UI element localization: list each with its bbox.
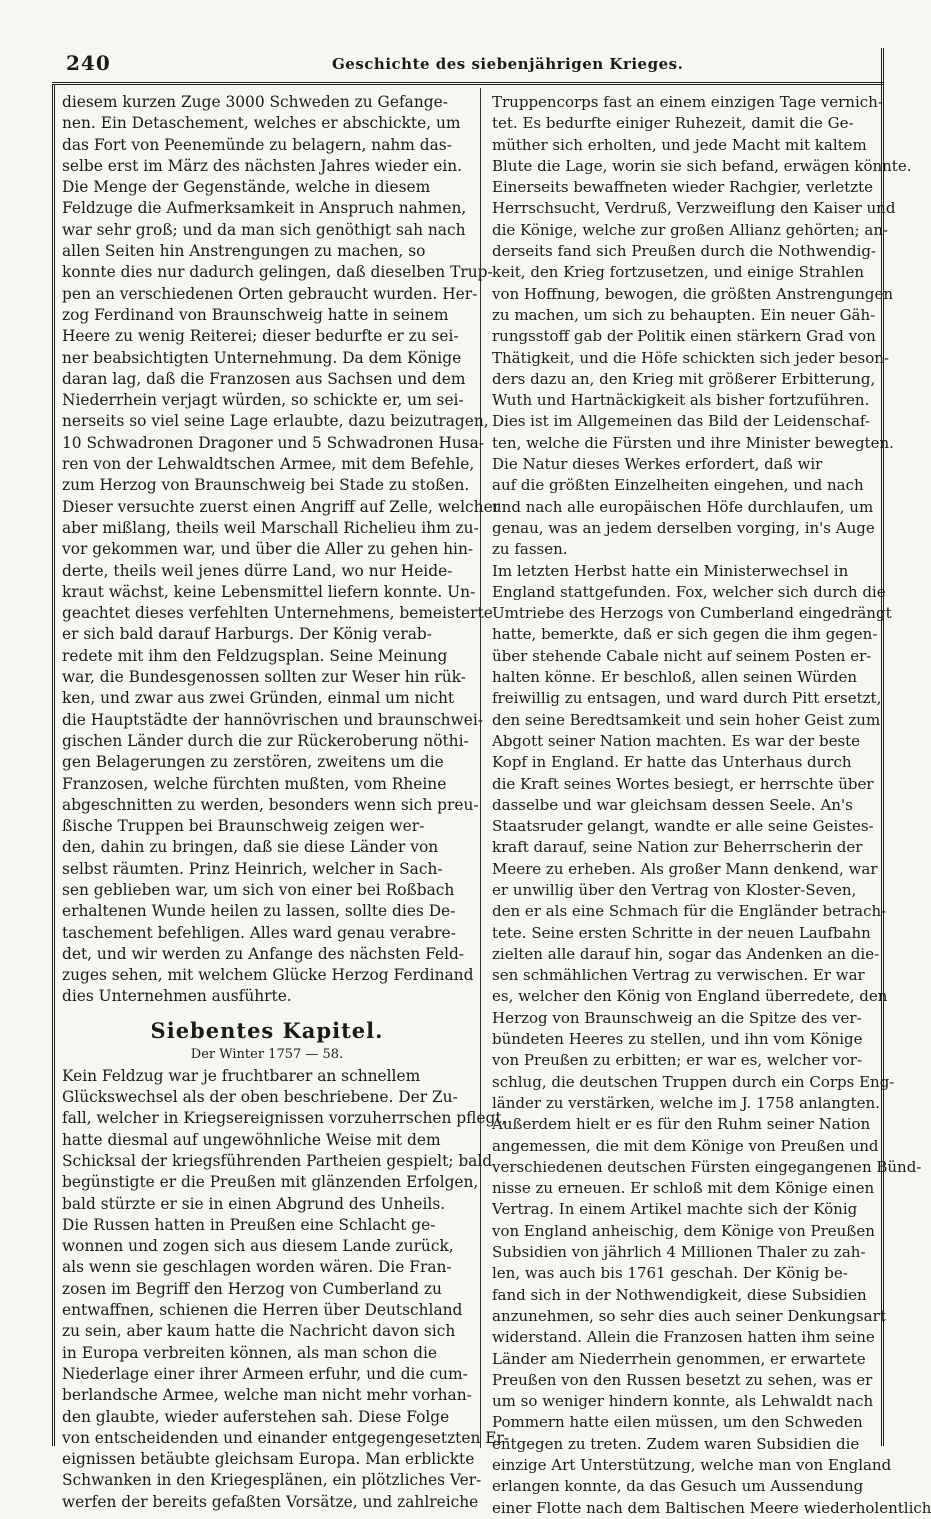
text-line: von Hoffnung, bewogen, die größten Anstrengungen [492,284,894,303]
text-line: ken, und zwar aus zwei Gründen, einmal um nicht [62,689,455,708]
text-line: Im letzten Herbst hatte ein Ministerwechsel in [492,561,849,580]
text-line: länder zu verstärken, welche im J. 1758 anlangten. [492,1093,880,1112]
text-line: begünstigte er die Preußen mit glänzenden Erfolgen, [62,1173,479,1192]
running-title: Geschichte des siebenjährigen Krieges. [332,55,684,73]
text-line: konnte dies nur dadurch gelingen, daß dieselben Trup- [62,263,493,282]
text-line: dasselbe und war gleichsam dessen Seele. An's [492,795,853,814]
text-line: zu fassen. [492,540,568,559]
text-line: Dieser versuchte zuerst einen Angriff auf Zelle, welcher [62,497,501,516]
text-line: bald stürzte er sie in einen Abgrund des Unheils. [62,1194,446,1213]
text-line: halten könne. Er beschloß, allen seinen Würden [492,668,858,687]
text-line: gen Belagerungen zu zerstören, zweitens um die [62,753,444,772]
text-line: redete mit ihm den Feldzugsplan. Seine Meinung [62,646,448,665]
text-line: Thätigkeit, und die Höfe schickten sich jeder beson- [492,348,889,367]
text-line: nerseits so viel seine Lage erlaubte, dazu beizutragen, [62,412,489,431]
text-line: zum Herzog von Braunschweig bei Stade zu stoßen. [62,476,470,495]
text-line: erhaltenen Wunde heilen zu lassen, sollte dies De- [62,902,456,921]
text-line: det, und wir werden zu Anfange des nächsten Feld- [62,944,465,963]
text-line: ten, welche die Fürsten und ihre Minister bewegten. [492,433,894,452]
text-line: Herzog von Braunschweig an die Spitze des ver- [492,1008,862,1027]
text-line: als wenn sie geschlagen worden wären. Die Fran- [62,1258,452,1277]
text-line: nisse zu erneuen. Er schloß mit dem Könige einen [492,1179,875,1198]
text-line: Vertrag. In einem Artikel machte sich der König [492,1200,858,1219]
text-line: Glückswechsel als der oben beschriebene. Der Zu- [62,1088,458,1107]
text-line: entwaffnen, schienen die Herren über Deutschland [62,1301,463,1320]
text-line: Truppencorps fast an einem einzigen Tage vernich- [492,93,883,111]
chapter-subheading: Der Winter 1757 — 58. [190,1046,344,1062]
text-line: eignissen betäubte gleichsam Europa. Man erblickte [62,1450,475,1469]
text-line: fall, welcher in Kriegsereignissen vorzuherrschen pflegt, [62,1109,507,1128]
text-line: auf die größten Einzelheiten eingehen, und nach [492,476,864,495]
text-line: Dies ist im Allgemeinen das Bild der Leidenschaf- [492,412,870,431]
text-line: len, was auch bis 1761 geschah. Der König be- [492,1264,848,1283]
text-line: vor gekommen war, und über die Aller zu gehen hin- [62,540,474,559]
text-line: Meere zu erheben. Als großer Mann denkend, war [492,859,878,878]
text-line: Kopf in England. Er hatte das Unterhaus durch [492,753,852,772]
text-line: den glaubte, wieder auferstehen sah. Diese Folge [62,1407,450,1426]
text-line: zog Ferdinand von Braunschweig hatte in seinem [62,305,449,324]
text-line: einer Flotte nach dem Baltischen Meere wiederholentlich [492,1498,931,1517]
text-line: daran lag, daß die Franzosen aus Sachsen und dem [62,369,466,388]
text-line: selbe erst im März des nächsten Jahres wieder ein. [62,156,463,175]
text-line: Einerseits bewaffneten wieder Rachgier, verletzte [492,178,874,197]
text-line: fand sich in der Nothwendigkeit, diese Subsidien [492,1285,867,1304]
text-line: Herrschsucht, Verdruß, Verzweiflung den Kaiser und [492,199,896,218]
text-line: er sich bald darauf Harburgs. Der König verab- [62,625,432,644]
text-line: die Kraft seines Wortes besiegt, er herrschte über [492,774,874,793]
text-line: abgeschnitten zu werden, besonders wenn sich preu- [62,795,479,814]
text-line: ner beabsichtigten Unternehmung. Da dem Könige [62,348,462,367]
header-rule [52,82,884,85]
text-line: und nach alle europäischen Höfe durchlaufen, um [492,497,874,516]
text-line: widerstand. Allein die Franzosen hatten ihm seine [492,1328,875,1347]
left-column-text-before-chapter [62,92,501,1008]
text-line: Abgott seiner Nation machten. Es war der beste [492,731,861,750]
text-line: derte, theils weil jenes dürre Land, wo nur Heide- [62,561,453,580]
text-line: von England anheischig, dem Könige von Preußen [492,1221,875,1240]
text-line: kraft darauf, seine Nation zur Beherrscherin der [492,838,863,857]
text-line: in Europa verbreiten können, als man schon die [62,1343,437,1362]
text-line: angemessen, die mit dem Könige von Preußen und [492,1136,879,1155]
text-line: schlug, die deutschen Truppen durch ein Corps Eng- [492,1072,895,1091]
page-number: 240 [66,51,111,75]
text-line: England stattgefunden. Fox, welcher sich durch die [492,582,886,601]
text-line: Niederlage einer ihrer Armeen erfuhr, und die cum- [62,1364,468,1383]
chapter-heading: Siebentes Kapitel. [150,1017,384,1043]
text-line: zosen im Begriff den Herzog von Cumberland zu [62,1279,442,1298]
text-line: Feldzuge die Aufmerksamkeit in Anspruch nahmen, [62,199,467,218]
text-line: Die Russen hatten in Preußen eine Schlacht ge- [62,1215,436,1234]
text-line: gischen Länder durch die zur Rückeroberung nöthi- [62,731,469,750]
text-line: war sehr groß; und da man sich genöthigt sah nach [62,220,466,239]
text-line: taschement befehligen. Alles ward genau verabre- [62,923,456,942]
text-line: 10 Schwadronen Dragoner und 5 Schwadronen Husa- [62,433,485,452]
text-line: hatte diesmal auf ungewöhnliche Weise mit dem [62,1130,441,1149]
right-column-text [492,92,931,1519]
text-line: tet. Es bedurfte einiger Ruhezeit, damit die Ge- [492,114,854,133]
text-line: freiwillig zu entsagen, und ward durch Pitt ersetzt, [492,689,882,708]
text-line: allen Seiten hin Anstrengungen zu machen, so [62,242,426,261]
text-line: Staatsruder gelangt, wandte er alle seine Geistes- [492,817,874,836]
right-column [492,92,931,1519]
text-line: nen. Ein Detaschement, welches er abschickte, um [62,114,461,133]
text-line: rungsstoff gab der Politik einen stärkern Grad von [492,327,876,346]
text-line: tete. Seine ersten Schritte in der neuen Laufbahn [492,923,871,942]
text-line: bündeten Heeres zu stellen, und ihn vom Könige [492,1030,863,1049]
left-column [62,92,510,1513]
text-line: war, die Bundesgenossen sollten zur Weser hin rük- [62,668,466,687]
text-line: um so weniger hindern konnte, als Lehwaldt nach [492,1392,874,1411]
text-line: hatte, bemerkte, daß er sich gegen die ihm gegen- [492,625,878,644]
text-line: zu machen, um sich zu behaupten. Ein neuer Gäh- [492,305,876,324]
text-line: derseits fand sich Preußen durch die Nothwendig- [492,242,877,261]
right-frame-rule [881,48,884,1446]
text-line: verschiedenen deutschen Fürsten eingegangenen Bünd- [492,1157,922,1176]
text-line: zu sein, aber kaum hatte die Nachricht davon sich [62,1322,456,1341]
text-line: den, dahin zu bringen, daß sie diese Länder von [62,838,439,857]
text-line: Pommern hatte eilen müssen, um den Schweden [492,1413,863,1432]
text-line: Franzosen, welche fürchten mußten, vom Rheine [62,774,447,793]
left-column-text-after-chapter [62,1066,510,1513]
column-divider [480,88,481,1448]
text-line: müther sich erholten, und jede Macht mit kaltem [492,135,867,154]
text-line: Schwanken in den Kriegesplänen, ein plötzliches Ver- [62,1471,482,1490]
text-line: ren von der Lehwaldtschen Armee, mit dem Befehle, [62,455,475,474]
text-line: die Hauptstädte der hannövrischen und braunschwei- [62,710,483,729]
text-line: Niederrhein verjagt würden, so schickte er, um sei- [62,391,464,410]
text-line: wonnen und zogen sich aus diesem Lande zurück, [62,1237,454,1256]
text-line: aber mißlang, theils weil Marschall Richelieu ihm zu- [62,518,479,537]
text-line: sen geblieben war, um sich von einer bei Roßbach [62,880,455,899]
text-line: Preußen von den Russen besetzt zu sehen, was er [492,1370,873,1389]
text-line: Länder am Niederrhein genommen, er erwartete [492,1349,866,1368]
text-line: pen an verschiedenen Orten gebraucht wurden. Her- [62,284,478,303]
text-line: es, welcher den König von England überredete, den [492,987,888,1006]
text-line: dies Unternehmen ausführte. [62,987,292,1006]
text-line: entgegen zu treten. Zudem waren Subsidien die [492,1434,860,1453]
page-header [52,48,884,84]
text-line: sen schmählichen Vertrag zu verwischen. Er war [492,966,865,985]
text-line: von entscheidenden und einander entgegengesetzten Er- [62,1428,510,1447]
text-line: Schicksal der kriegsführenden Partheien gespielt; bald [62,1151,493,1170]
text-line: einzige Art Unterstützung, welche man von England [492,1456,892,1474]
text-line: Außerdem hielt er es für den Ruhm seiner Nation [492,1115,871,1134]
text-line: von Preußen zu erbitten; er war es, welcher vor- [492,1051,863,1070]
text-line: er unwillig über den Vertrag von Kloster-Seven, [492,880,857,899]
text-line: Heere zu wenig Reiterei; dieser bedurfte er zu sei- [62,327,459,346]
text-line: Subsidien von jährlich 4 Millionen Thaler zu zah- [492,1243,866,1262]
text-line: Die Natur dieses Werkes erfordert, daß wir [492,455,823,474]
text-line: Blute die Lage, worin sie sich befand, erwägen könnte. [492,156,912,175]
text-line: Wuth und Hartnäckigkeit als bisher fortzuführen. [492,391,870,410]
left-frame-rule [52,84,55,1446]
text-line: diesem kurzen Zuge 3000 Schweden zu Gefange- [62,93,448,111]
text-line: erlangen konnte, da das Gesuch um Aussendung [492,1477,864,1496]
text-line: Umtriebe des Herzogs von Cumberland eingedrängt [492,604,892,623]
text-line: berlandsche Armee, welche man nicht mehr vorhan- [62,1386,472,1405]
text-line: über stehende Cabale nicht auf seinem Posten er- [492,646,872,665]
text-line: ßische Truppen bei Braunschweig zeigen wer- [62,817,425,836]
text-line: zielten alle darauf hin, sogar das Andenken an die- [492,944,880,963]
book-page [52,48,931,1517]
text-line: keit, den Krieg fortzusetzen, und einige Strahlen [492,263,865,282]
text-line: genau, was an jedem derselben vorging, in's Auge [492,518,875,537]
text-line: zuges sehen, mit welchem Glücke Herzog Ferdinand [62,966,474,985]
text-line: den er als eine Schmach für die Engländer betrach- [492,902,887,921]
text-line: geachtet dieses verfehlten Unternehmens, bemeisterte [62,604,493,623]
text-line: werfen der bereits gefaßten Vorsätze, und zahlreiche [62,1492,479,1511]
text-line: den seine Beredtsamkeit und sein hoher Geist zum [492,710,881,729]
text-line: Die Menge der Gegenstände, welche in diesem [62,178,431,197]
text-line: ders dazu an, den Krieg mit größerer Erbitterung, [492,369,876,388]
text-line: kraut wächst, keine Lebensmittel liefern konnte. Un- [62,582,476,601]
text-line: die Könige, welche zur großen Allianz gehörten; an- [492,220,889,239]
text-line: selbst räumten. Prinz Heinrich, welcher in Sach- [62,859,443,878]
text-line: das Fort von Peenemünde zu belagern, nahm das- [62,135,452,154]
text-line: anzunehmen, so sehr dies auch seiner Denkungsart [492,1306,886,1325]
text-line: Kein Feldzug war je fruchtbarer an schnellem [62,1066,421,1085]
